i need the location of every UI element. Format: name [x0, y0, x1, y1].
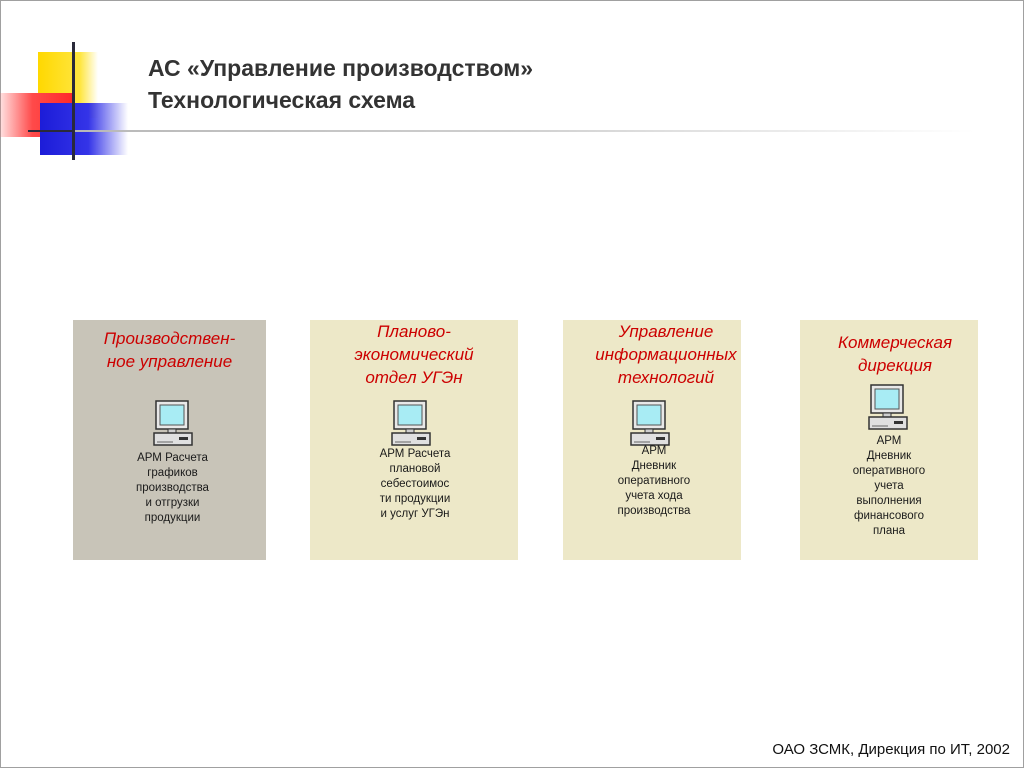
box-description-line: и отгрузки	[145, 497, 200, 509]
box-description	[312, 447, 518, 522]
box-description-line: АРМ Расчета	[379, 448, 451, 460]
box-heading	[73, 327, 266, 373]
box-heading	[806, 331, 984, 377]
box-description	[800, 434, 978, 539]
box-heading	[310, 320, 518, 389]
box-heading-line: Коммерческая	[837, 333, 953, 352]
decorative-logo	[0, 0, 140, 170]
box-heading-line: ное управление	[106, 352, 233, 371]
box-description-line: АРМ Расчета	[137, 452, 208, 464]
title-line-2: Технологическая схема	[148, 87, 416, 113]
box-description-line: выполнения	[856, 495, 922, 507]
title-underline	[75, 130, 975, 132]
logo-blue-square	[40, 103, 128, 155]
box-description-line: оперативного	[852, 465, 926, 477]
box-heading-line: дирекция	[857, 356, 933, 375]
box-heading-line: Планово-	[377, 322, 451, 341]
computer-icon	[153, 400, 193, 448]
box-description-line: ти продукции	[379, 493, 451, 505]
box-heading-line: технологий	[617, 368, 715, 387]
box-description-line: АРМ	[876, 435, 902, 447]
department-box-planning	[310, 320, 518, 560]
box-description	[79, 451, 266, 526]
box-description-line: оперативного	[617, 475, 691, 487]
box-description-line: и услуг УГЭн	[380, 508, 450, 520]
box-heading-line: отдел УГЭн	[365, 368, 463, 387]
computer-icon	[391, 400, 431, 448]
box-heading-line: информационных	[595, 345, 737, 364]
box-description-line: производства	[136, 482, 209, 494]
box-description-line: финансового	[854, 510, 924, 522]
box-description-line: плановой	[389, 463, 441, 475]
box-description-line: графиков	[147, 467, 198, 479]
box-heading-line: Управление	[618, 322, 714, 341]
box-description-line: учета	[874, 480, 904, 492]
department-box-it	[563, 320, 741, 560]
department-box-production	[73, 320, 266, 560]
box-description	[567, 444, 741, 519]
computer-icon	[630, 400, 670, 448]
footer-credit: ОАО ЗСМК, Дирекция по ИТ, 2002	[772, 741, 1010, 758]
box-description-line: Дневник	[866, 450, 912, 462]
box-description-line: плана	[872, 525, 906, 537]
box-description-line: Дневник	[631, 460, 677, 472]
box-description-line: себестоимос	[380, 478, 450, 490]
computer-icon	[868, 384, 908, 432]
box-heading-line: экономический	[354, 345, 474, 364]
box-description-line: производства	[617, 505, 691, 517]
title-line-1: АС «Управление производством»	[148, 55, 534, 81]
department-box-commercial	[800, 320, 978, 560]
box-heading	[571, 320, 761, 389]
box-description-line: учета хода	[625, 490, 683, 502]
box-description-line: АРМ	[641, 445, 667, 457]
box-description-line: продукции	[144, 512, 201, 524]
slide-title	[148, 52, 533, 116]
logo-vertical-line	[72, 42, 75, 160]
box-heading-line: Производствен-	[103, 329, 236, 348]
